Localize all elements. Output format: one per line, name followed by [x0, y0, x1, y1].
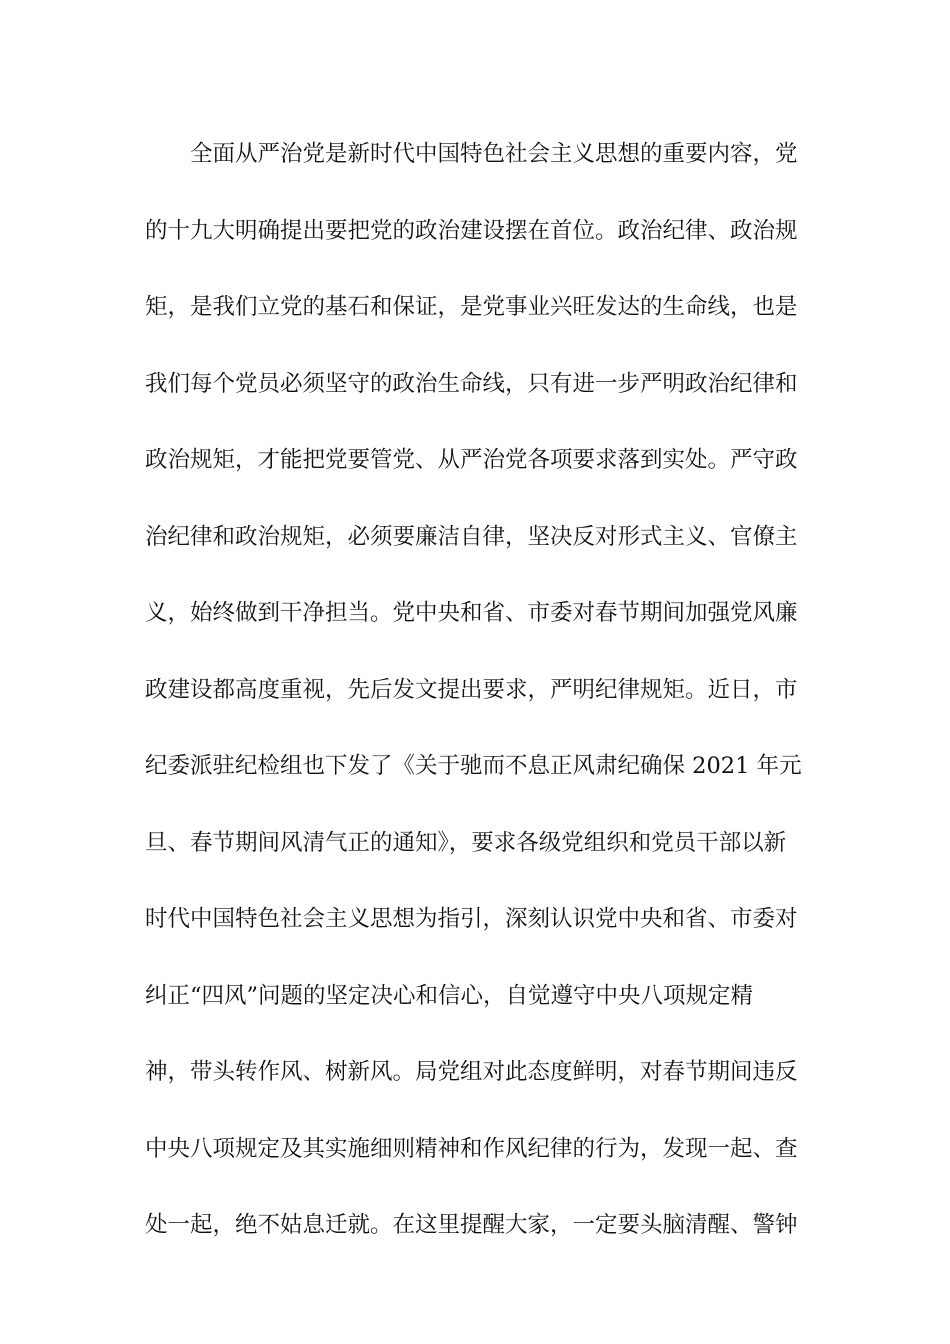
- text-line: 时代中国特色社会主义思想为指引，深刻认识党中央和省、市委对: [145, 906, 798, 932]
- text-line: 义，始终做到干净担当。党中央和省、市委对春节期间加强党风廉: [145, 600, 798, 626]
- text-line: 旦、春节期间风清气正的通知》，要求各级党组织和党员干部以新: [145, 829, 787, 856]
- text-line: 治纪律和政治规矩，必须要廉洁自律，坚决反对形式主义、官僚主: [145, 523, 798, 550]
- text-line: 纠正“四风”问题的坚定决心和信心，自觉遵守中央八项规定精: [145, 982, 754, 1009]
- text-line: 中央八项规定及其实施细则精神和作风纪律的行为，发现一起、查: [145, 1135, 798, 1162]
- text-line: 处一起，绝不姑息迁就。在这里提醒大家，一定要头脑清醒、警钟: [145, 1212, 798, 1238]
- text-line: 纪委派驻纪检组也下发了《关于驰而不息正风肃纪确保 2021 年元: [145, 753, 802, 779]
- text-line: 政建设都高度重视，先后发文提出要求，严明纪律规矩。近日，市: [145, 676, 798, 703]
- text-line: 的十九大明确提出要把党的政治建设摆在首位。政治纪律、政治规: [145, 217, 798, 244]
- text-line: 政治规矩，才能把党要管党、从严治党各项要求落到实处。严守政: [145, 447, 798, 473]
- text-line: 矩，是我们立党的基石和保证，是党事业兴旺发达的生命线，也是: [145, 294, 798, 320]
- text-line: 神，带头转作风、树新风。局党组对此态度鲜明，对春节期间违反: [145, 1059, 798, 1085]
- body-paragraph: [145, 128, 805, 1276]
- text-line: 我们每个党员必须坚守的政治生命线，只有进一步严明政治纪律和: [145, 370, 798, 397]
- text-line: 全面从严治党是新时代中国特色社会主义思想的重要内容，党: [190, 141, 798, 167]
